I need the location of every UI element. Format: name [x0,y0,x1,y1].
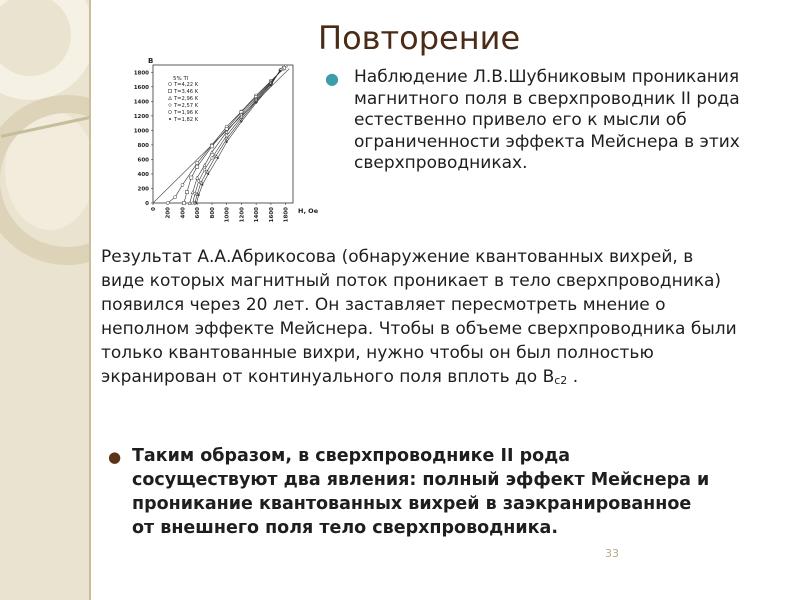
data-point [185,191,188,194]
chart-content [134,65,293,222]
data-point [279,70,281,72]
data-point [168,103,171,106]
data-point [210,156,213,159]
legend-entry: T=1,96 K [174,110,199,116]
slide-title: Повторение [318,19,521,57]
data-point [210,145,213,148]
data-point [240,121,242,123]
y-tick-label: 200 [137,186,149,193]
legend-entry: T=4,22 K [174,82,199,88]
data-point [217,157,219,159]
decorative-side-stripe [0,0,90,600]
data-point [181,183,184,186]
data-point [255,102,257,104]
data-point [169,118,171,120]
bullet-conclusion-text: Таким образом, в сверхпроводнике II рода сосуществуют два явления: полный эффект Мейснера и проникание квантованных вихрей в заэкранированное от внешнего поля тело сверхпроводника. [132,446,710,538]
data-point [190,176,193,179]
legend-entry: T=1,82 K [174,117,199,123]
x-tick-label: 800 [209,207,216,219]
data-point [198,194,200,196]
x-tick-label: 400 [180,207,187,219]
y-tick-label: 400 [137,171,149,178]
data-point [196,165,199,168]
legend-entry: T=2,96 K [174,96,199,102]
bullet-observation-text: Наблюдение Л.В.Шубниковым проникания магнитного поля в сверхпроводник II рода естественно привело его к мысли об ограниченности эффекта Мейснера в этих сверхпроводниках. [354,67,740,173]
y-tick-label: 600 [137,157,149,164]
paragraph-end: . [567,367,579,387]
data-point [196,176,199,179]
data-point [270,84,272,86]
x-tick-label: 1000 [224,207,231,223]
paragraph-subscript: c2 [554,374,568,387]
y-tick-label: 1400 [133,99,149,106]
x-tick-label: 1400 [254,207,261,223]
legend-entry: T=3,46 K [174,89,199,95]
x-tick-label: 1200 [239,207,246,223]
data-point [168,96,171,99]
data-point [196,161,199,164]
data-point [168,89,171,92]
legend-entry: T=2,57 K [174,103,199,109]
y-tick-label: 1800 [133,70,149,77]
data-point [201,184,203,186]
paragraph-text: Результат А.А.Абрикосова (обнаружение квантованных вихрей, в виде которых магнитный поток проникает в тело сверхпроводника) появился через 20 лет. Он заставляет пересмотреть мнение о неполном эффекте Мейснера. Чтобы в объеме сверхпроводника были только квантованные вихри, нужно чтобы он был полностью экранирован от континуального поля вплоть до B [101,247,737,387]
y-tick-label: 800 [137,142,149,149]
magnetization-chart [108,53,323,228]
y-tick-label: 0 [145,201,149,207]
data-point [182,201,185,204]
bullet-observation [325,67,770,175]
bullet-conclusion [108,444,712,540]
data-point [168,110,171,113]
data-point [195,202,197,204]
y-tick-label: 1600 [133,84,149,91]
x-tick-label: 600 [195,207,202,219]
x-tick-label: 200 [165,207,172,219]
data-point [168,82,171,85]
y-tick-label: 1200 [133,113,149,120]
x-axis-label: H, Oe [298,207,319,215]
chart-svg [108,53,323,228]
data-point [207,173,209,175]
abrikosov-paragraph [101,245,741,393]
x-tick-label: 1600 [268,207,275,223]
y-axis-label: B [148,57,154,65]
data-point [203,164,206,167]
x-tick-label: 0 [151,207,157,211]
x-tick-label: 1800 [283,207,290,223]
bullet-marker-icon: ● [108,448,122,466]
decorative-ring-top [0,0,90,100]
data-point [166,201,169,204]
data-point [226,141,228,143]
data-point [174,196,177,199]
bullet-marker-icon: ● [325,69,339,88]
page-number: 33 [605,547,619,560]
y-tick-label: 1000 [133,128,149,135]
legend-header: 5% Tl [173,76,189,82]
stripe-divider [89,0,91,600]
